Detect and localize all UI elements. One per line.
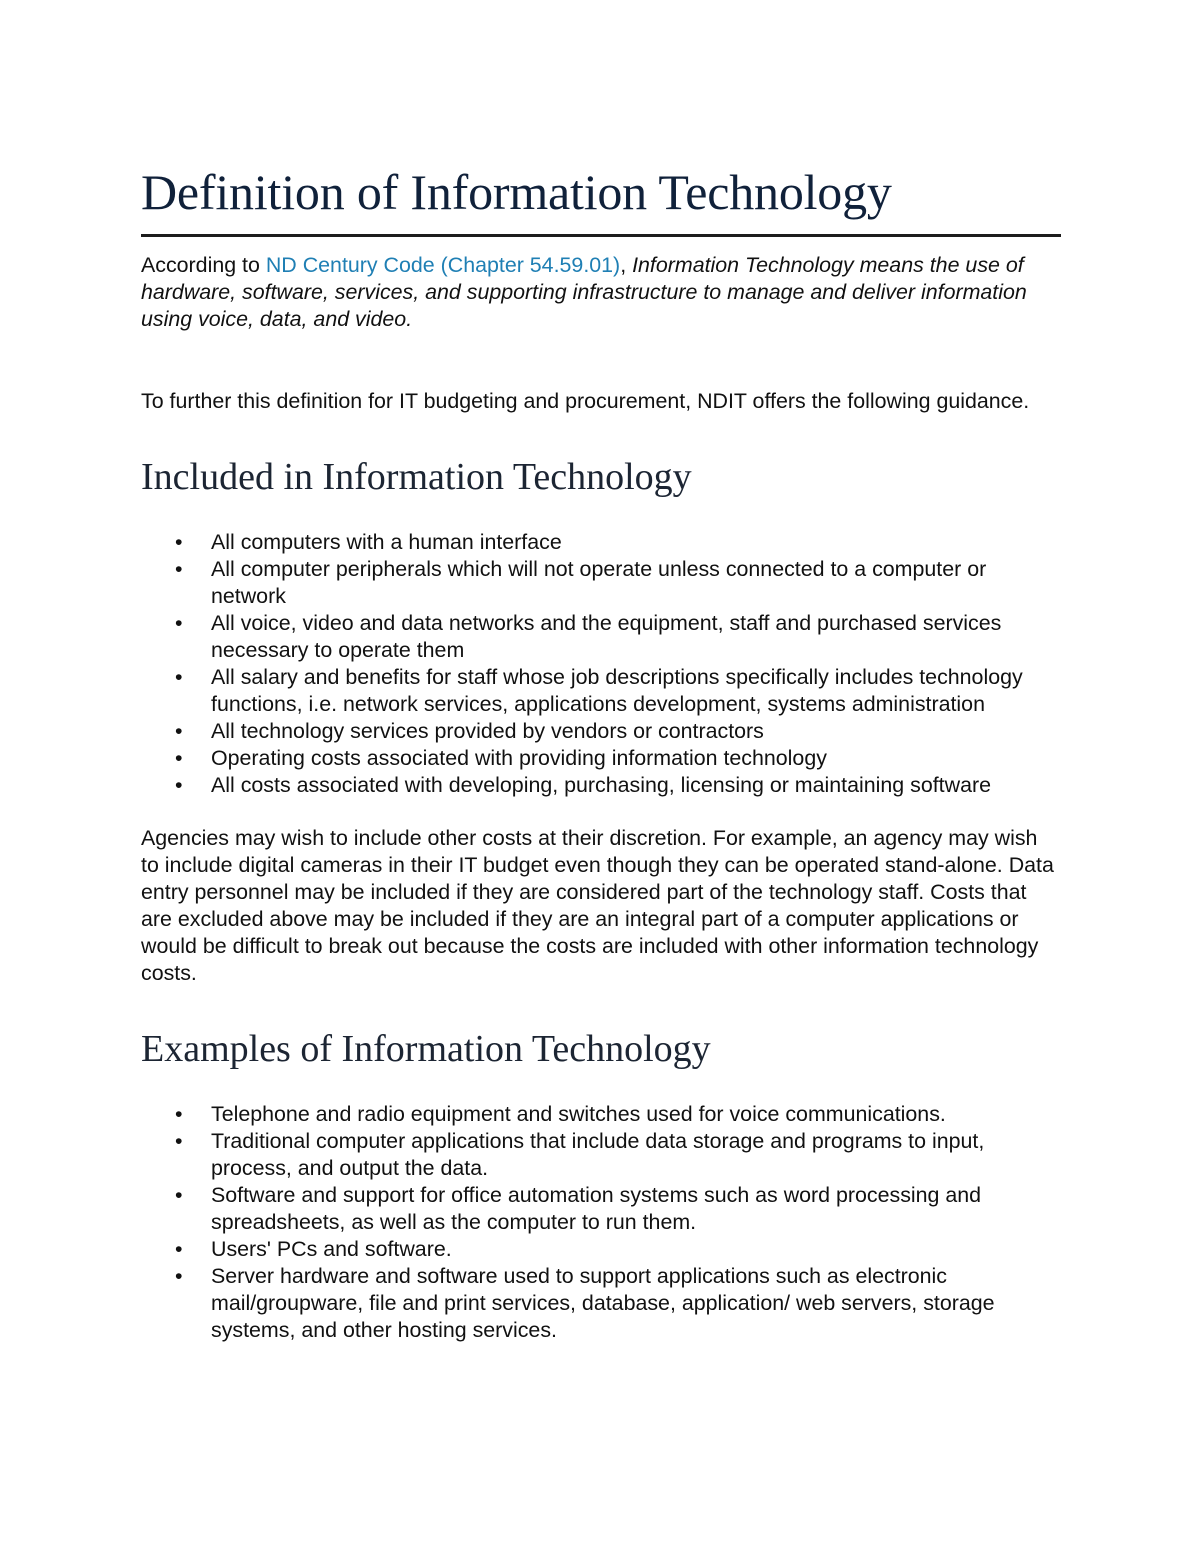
- list-item: [175, 1263, 1051, 1344]
- bullet-icon: •: [175, 1264, 183, 1288]
- guidance-paragraph: To further this definition for IT budgeting and procurement, NDIT offers the following guidance.: [141, 389, 1030, 413]
- list-item: [175, 1128, 1051, 1182]
- page-title: Definition of Information Technology: [141, 160, 1061, 237]
- list-item-text: Traditional computer applications that include data storage and programs to input, process, and output the data.: [211, 1129, 985, 1180]
- bullet-icon: •: [175, 665, 183, 689]
- bullet-icon: •: [175, 557, 183, 581]
- list-item-text: Operating costs associated with providing information technology: [211, 746, 827, 770]
- list-item: [175, 1182, 1051, 1236]
- list-item-text: All computers with a human interface: [211, 530, 562, 554]
- list-item: [175, 664, 1051, 718]
- intro-separator: ,: [620, 253, 633, 277]
- list-item: [175, 718, 1051, 745]
- list-item: [175, 1101, 1051, 1128]
- bullet-icon: •: [175, 1102, 183, 1126]
- list-item-text: All computer peripherals which will not operate unless connected to a computer or network: [211, 557, 987, 608]
- bullet-icon: •: [175, 773, 183, 797]
- list-item: [175, 772, 1051, 799]
- bullet-icon: •: [175, 611, 183, 635]
- intro-definition: Information Technology means the use of hardware, software, services, and supporting infrastructure to manage and deliver information using voice, data, and video.: [141, 253, 1027, 331]
- list-item: [175, 556, 1051, 610]
- list-item-text: All salary and benefits for staff whose job descriptions specifically includes technology functions, i.e. network services, applications development, systems administration: [211, 665, 1023, 716]
- agencies-paragraph: Agencies may wish to include other costs at their discretion. For example, an agency may wish to include digital cameras in their IT budget even though they can be operated stand-alone. Data entry personnel may be included if they are considered part of the technology staff. Costs that are excluded above may be included if they are an integral part of a computer applications or would be difficult to break out because the costs are included with other information technology costs.: [141, 826, 1054, 985]
- examples-list: [141, 1101, 1051, 1344]
- bullet-icon: •: [175, 1237, 183, 1261]
- list-item-text: All technology services provided by vendors or contractors: [211, 719, 764, 743]
- intro-paragraph: [141, 252, 1046, 333]
- list-item-text: Software and support for office automation systems such as word processing and spreadsheets, as well as the computer to run them.: [211, 1183, 982, 1234]
- bullet-icon: •: [175, 719, 183, 743]
- list-item-text: Telephone and radio equipment and switches used for voice communications.: [211, 1102, 946, 1126]
- document-page: [141, 160, 1061, 1344]
- included-list: [141, 529, 1051, 799]
- century-code-link[interactable]: ND Century Code (Chapter 54.59.01): [265, 253, 621, 277]
- list-item: [175, 1236, 1051, 1263]
- examples-heading: Examples of Information Technology: [141, 1028, 711, 1070]
- list-item-text: Server hardware and software used to support applications such as electronic mail/groupware, file and print services, database, application/ web servers, storage systems, and other hosting services.: [211, 1264, 995, 1342]
- list-item-text: Users' PCs and software.: [211, 1237, 452, 1261]
- intro-prefix: According to: [141, 253, 266, 277]
- list-item-text: All costs associated with developing, purchasing, licensing or maintaining software: [211, 773, 991, 797]
- list-item: [175, 529, 1051, 556]
- list-item-text: All voice, video and data networks and the equipment, staff and purchased services necessary to operate them: [211, 611, 1002, 662]
- included-heading: Included in Information Technology: [141, 456, 692, 498]
- bullet-icon: •: [175, 530, 183, 554]
- list-item: [175, 610, 1051, 664]
- bullet-icon: •: [175, 746, 183, 770]
- bullet-icon: •: [175, 1129, 183, 1153]
- bullet-icon: •: [175, 1183, 183, 1207]
- list-item: [175, 745, 1051, 772]
